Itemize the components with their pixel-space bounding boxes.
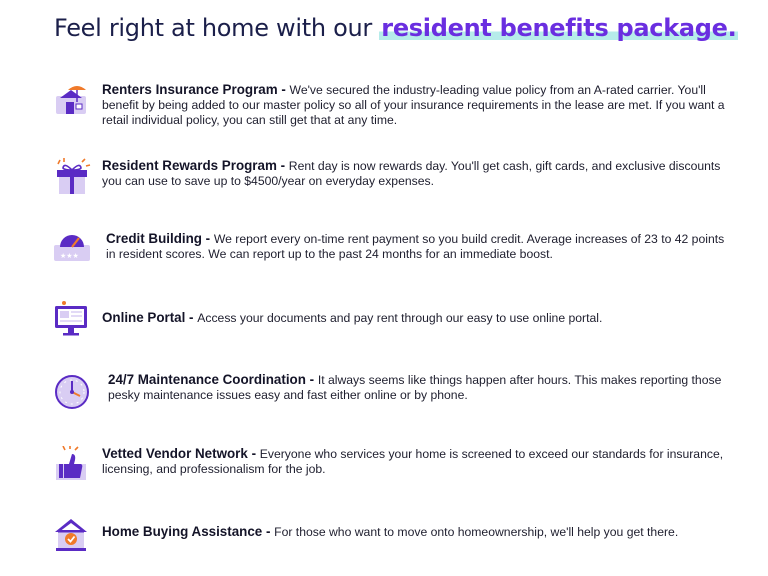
benefit-description: Everyone who services your home is screened to exceed our standards for insurance, licensing, and professionalism for the job.: [102, 447, 724, 476]
benefit-text: [102, 82, 727, 128]
benefit-title: Renters Insurance Program -: [102, 82, 290, 97]
benefit-online-portal: [52, 300, 732, 364]
thumbs-up-icon: [52, 446, 92, 486]
benefit-title: 24/7 Maintenance Coordination -: [108, 372, 318, 387]
benefit-text: [102, 158, 727, 189]
monitor-portal-icon: [52, 300, 92, 340]
benefit-description: For those who want to move onto homeownership, we'll help you get there.: [274, 525, 679, 539]
benefit-vendor-network: [52, 446, 732, 510]
benefit-text: [102, 446, 727, 477]
clock-icon: [52, 372, 92, 412]
umbrella-house-icon: [52, 82, 92, 122]
benefit-title: Home Buying Assistance -: [102, 524, 275, 539]
credit-gauge-icon: [52, 231, 92, 271]
benefit-description: Rent day is now rewards day. You'll get cash, gift cards, and exclusive discounts you can use to save up to $4500/year on everyday expenses.: [102, 159, 721, 188]
benefit-title: Credit Building -: [106, 231, 214, 246]
benefit-credit-building: [52, 231, 732, 295]
benefit-title: Resident Rewards Program -: [102, 158, 289, 173]
benefit-description: We've secured the industry-leading value policy from an A-rated carrier. You'll benefit by being added to our master policy so all of your insurance requirements in the lease are met. If you want a retail individual policy, you can still get that at any time.: [102, 83, 725, 127]
benefit-description: We report every on-time rent payment so you build credit. Average increases of 23 to 42 points in resident scores. We can report up to the past 24 months for an immediate boost.: [106, 232, 725, 261]
benefit-renters-insurance: [52, 82, 732, 146]
gift-icon: [52, 158, 92, 198]
benefit-text: [106, 231, 731, 262]
benefit-title: Online Portal -: [102, 310, 198, 325]
benefit-maintenance: [52, 372, 732, 436]
svg-text:★★★: ★★★: [60, 252, 79, 260]
benefit-text: [108, 372, 733, 403]
benefit-title: Vetted Vendor Network -: [102, 446, 260, 461]
title-prefix: Feel right at home with our: [54, 14, 380, 42]
title-highlight: resident benefits package.: [381, 14, 737, 42]
home-check-icon: [52, 516, 92, 556]
benefit-home-buying: [52, 516, 732, 576]
benefit-resident-rewards: [52, 158, 732, 222]
benefit-description: It always seems like things happen after hours. This makes reporting those pesky maintenance issues easy and fast either online or by phone.: [108, 373, 722, 402]
benefit-text: [102, 524, 727, 540]
page-title: [54, 14, 754, 42]
benefit-text: [102, 310, 727, 326]
benefit-description: Access your documents and pay rent through our easy to use online portal.: [197, 311, 603, 325]
